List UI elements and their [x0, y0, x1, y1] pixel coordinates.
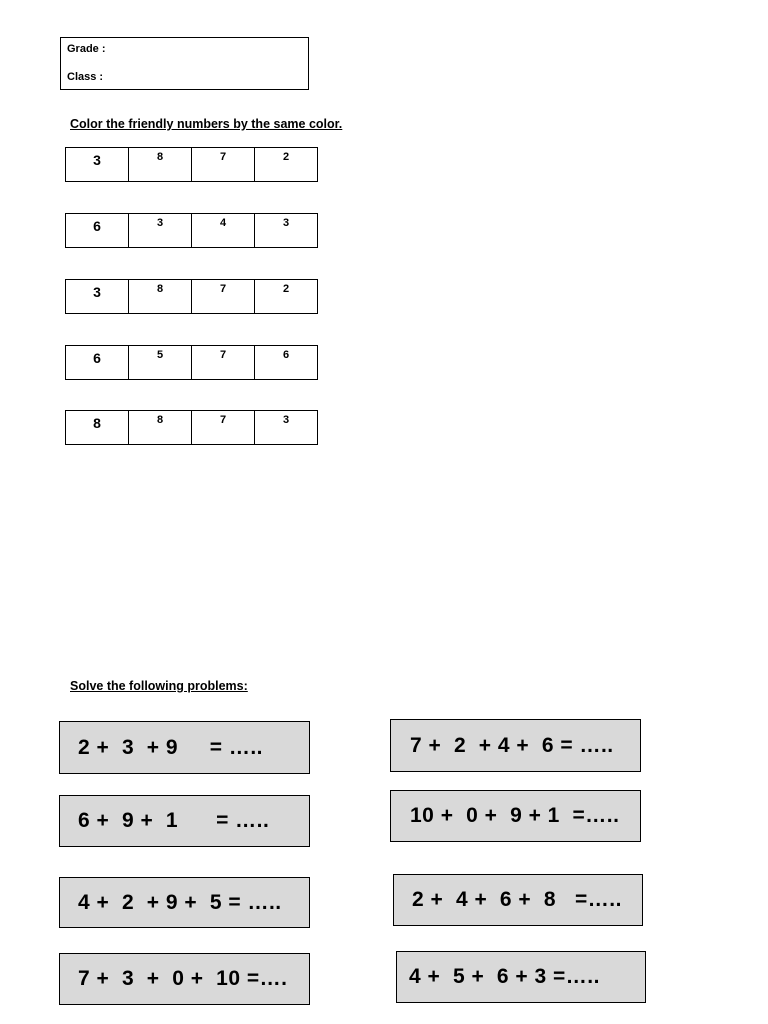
number-row	[65, 213, 318, 248]
number-row	[65, 345, 318, 380]
number-cell[interactable]: 7	[192, 280, 255, 314]
number-cell[interactable]: 5	[129, 346, 192, 380]
number-cell[interactable]: 4	[192, 214, 255, 248]
number-cell[interactable]: 3	[255, 411, 318, 445]
number-cell[interactable]: 8	[129, 411, 192, 445]
number-cell[interactable]: 3	[66, 280, 129, 314]
number-row	[65, 279, 318, 314]
student-info-box	[60, 37, 309, 90]
class-label: Class :	[67, 71, 104, 83]
problems-instruction: Solve the following problems:	[70, 679, 248, 693]
number-cell[interactable]: 6	[66, 214, 129, 248]
number-cell[interactable]: 8	[66, 411, 129, 445]
friendly-numbers-instruction: Color the friendly numbers by the same color.	[70, 117, 343, 131]
grade-label: Grade :	[67, 43, 106, 55]
number-cell[interactable]: 3	[66, 148, 129, 182]
problem-box: 7 + 3 + 0 + 10 =….	[59, 953, 310, 1005]
problem-box: 4 + 2 + 9 + 5 = …..	[59, 877, 310, 928]
number-cell[interactable]: 3	[129, 214, 192, 248]
problem-box: 6 + 9 + 1 = …..	[59, 795, 310, 847]
number-cell[interactable]: 7	[192, 411, 255, 445]
number-cell[interactable]: 7	[192, 148, 255, 182]
problem-box: 7 + 2 + 4 + 6 = …..	[390, 719, 641, 772]
number-cell[interactable]: 8	[129, 148, 192, 182]
number-row	[65, 410, 318, 445]
number-cell[interactable]: 2	[255, 280, 318, 314]
number-cell[interactable]: 8	[129, 280, 192, 314]
problem-box: 2 + 3 + 9 = …..	[59, 721, 310, 774]
number-cell[interactable]: 6	[66, 346, 129, 380]
number-cell[interactable]: 7	[192, 346, 255, 380]
problem-box: 4 + 5 + 6 + 3 =…..	[396, 951, 646, 1003]
number-row	[65, 147, 318, 182]
number-cell[interactable]: 6	[255, 346, 318, 380]
problem-box: 10 + 0 + 9 + 1 =…..	[390, 790, 641, 842]
number-cell[interactable]: 2	[255, 148, 318, 182]
problem-box: 2 + 4 + 6 + 8 =…..	[393, 874, 643, 926]
number-cell[interactable]: 3	[255, 214, 318, 248]
